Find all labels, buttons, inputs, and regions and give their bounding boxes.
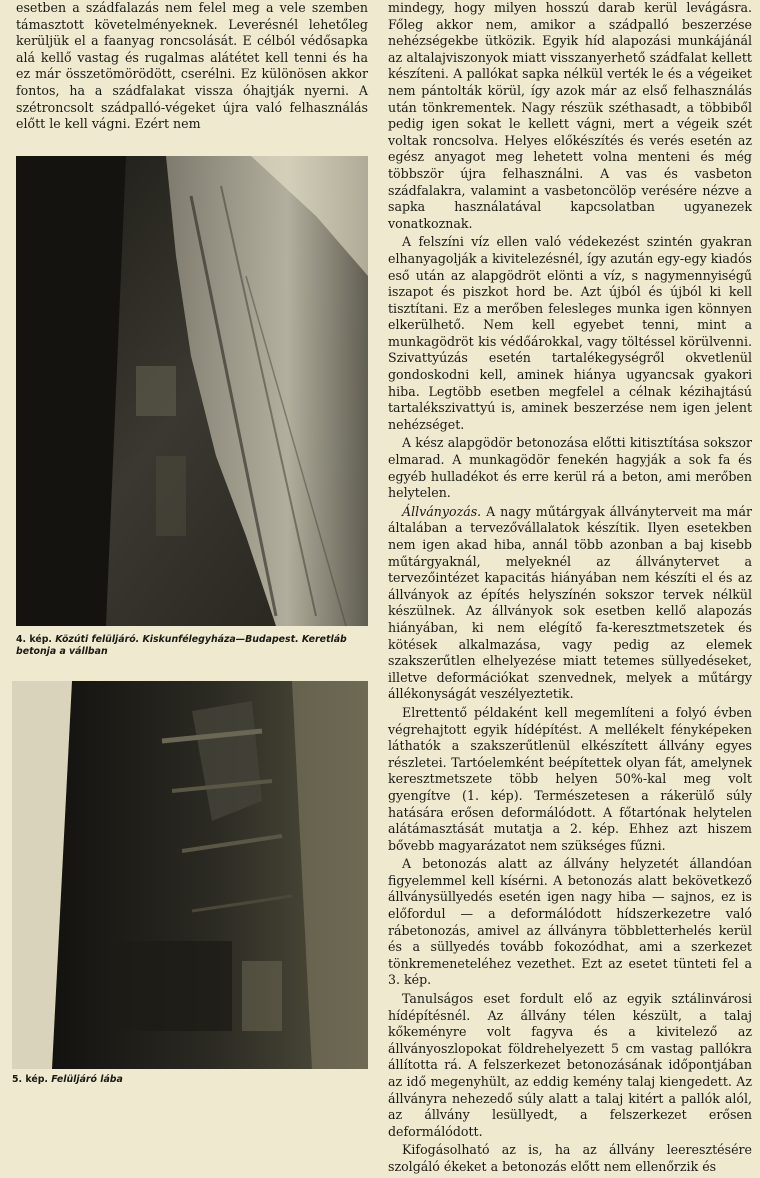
figure-4-photo: [16, 156, 368, 626]
allvanyozas-text: A nagy műtárgyak állványterveit ma már általában a tervezővállalatok készítik. Ilyen esetekben nem igen akad hiba, annál több azonban a baj kisebb műtárgyaknál, melyeknél az állványtervet a tervezőintézet kapacitás hiányában nem készíti el és az állványok az építés helyszínén sokszor tervek nélkül készülnek. Az állványok sok esetben kellő alapozás hiányában, ki nem elégítő fa-keresztmetszetek és kötések alkalmazása, vagy pedig az elemek szakszerűtlen elhelyezése miatt tetemes süllyedéseket, illetve deformációkat szenvednek, melyek a műtárgy állékonyságát veszélyeztetik.: [388, 503, 752, 702]
figure-5-caption-text: Felüljáró lába: [51, 1074, 123, 1085]
allvanyozas-paragraph: [388, 504, 752, 703]
right-paragraph-7: Tanulságos eset fordult elő az egyik sztálinvárosi hídépítésnél. Az állvány télen készült, a talaj kőkeményre volt fagyva és a kivitelező az állványoszlopokat földrehelyezett 5 cm vastag pallókra állította rá. A felszerkezet betonozásának időpontjában az idő megenyhült, az eddig kemény talaj kiengedett. Az állványra nehezedő súly alatt a talaj kitért a pallók alól, az állvány lesüllyedt, a felszerkezet erősen deformálódott.: [388, 991, 752, 1139]
figure-4-caption-text: Közúti felüljáró. Kiskunfélegyháza—Budapest. Keretláb betonja a vállban: [16, 634, 347, 657]
allvanyozas-heading: Állványozás.: [402, 503, 482, 519]
figure-4-number: 4. kép.: [16, 634, 52, 645]
right-column: [388, 0, 752, 1178]
figure-4-caption: [16, 634, 368, 658]
figure-5-photo: [12, 681, 368, 1069]
right-paragraph-2: A felszíni víz ellen való védekezést szintén gyakran elhanyagolják a kivitelezésnél, így azután egy-egy kiadós eső után az alapgödröt elönti a víz, s nagymennyiségű iszapot és piszkot hord be. Azt újból és újból ki kell tisztítani. Ez a merőben felesleges munka igen könnyen elkerülhető. Nem kell egyebet tenni, mint a munkagödröt kis védőárokkal, vagy töltéssel körülvenni. Szivattyúzás esetén tartalékegységről okvetlenül gondoskodni kell, aminek hiánya ugyancsak gyakori hiba. Legtöbb esetben megfelel a célnak kézihajtású tartalékszivattyú is, aminek beszerzése nem igen jelent nehézséget.: [388, 234, 752, 432]
left-column: [16, 0, 368, 133]
right-paragraph-6: A betonozás alatt az állvány helyzetét állandóan figyelemmel kell kísérni. A betonozás alatt bekövetkező állványsüllyedés esetén igen nagy hiba — sajnos, ez is előfordul — a deformálódott hídszerkezetre való rábetonozás, amivel az állványra többletterhelés kerül és a süllyedés tovább fokozódhat, ami a szerkezet tönkremeneteléhez vezethet. Ezt az esetet tünteti fel a 3. kép.: [388, 856, 752, 988]
figure-5-number: 5. kép.: [12, 1074, 48, 1085]
right-paragraph-8: Kifogásolható az is, ha az állvány leeresztésére szolgáló ékeket a betonozás előtt nem ellenőrzik és: [388, 1142, 752, 1174]
right-paragraph-5: Elrettentő példaként kell megemlíteni a folyó évben végrehajtott egyik hídépítést. A mellékelt fényképeken láthatók a szakszerűtlenül elkészített állvány egyes részletei. Tartóelemként beépítettek olyan fát, amelynek keresztmetszete több helyen 50%-kal meg volt gyengítve (1. kép). Természetesen a rákerülő súly hatására erősen deformálódott. A főtartónak helytelen alátámasztását mutatja a 2. kép. Ehhez azt hiszem bővebb magyarázatot nem szükséges fűzni.: [388, 704, 752, 853]
right-paragraph-1: mindegy, hogy milyen hosszú darab kerül levágásra. Főleg akkor nem, amikor a szádpalló beszerzése nehézségekbe ütközik. Egyik híd alapozási munkájánál az altalajviszonyok miatt visszanyerhető szádfalat kellett készíteni. A pallókat sapka nélkül verték le és a végeiket nem pántolták körül, így azok már az első felhasználás után tönkrementek. Nagy részük széthasadt, a többiből pedig igen sokat le kellett vágni, mert a végeik szét voltak roncsolva. Helyes előkészítés és verés esetén az egész anyagot meg lehetett volna menteni és még többször újra felhasználni. A vas és vasbeton szádfalakra, valamint a vasbetoncölöp verésére nézve a sapka használatával kapcsolatban ugyanezek vonatkoznak.: [388, 0, 752, 231]
right-paragraph-3: A kész alapgödör betonozása előtti kitisztítása sokszor elmarad. A munkagödör fenekén hagyják a sok fa és egyéb hulladékot és erre kerül rá a beton, ami merőben helytelen.: [388, 435, 752, 501]
figure-5-caption: [12, 1074, 368, 1086]
left-intro-paragraph: esetben a szádfalazás nem felel meg a vele szemben támasztott követelményeknek. Leverésnél lehetőleg kerüljük el a faanyag roncsolását. E célból védősapka alá kellő vastag és rugalmas alátétet kell tenni és ha ez már összetömörödött, cserélni. Ez különösen akkor fontos, ha a szádfalakat vissza óhajtják nyerni. A szétroncsolt szádpalló-végeket újra való felhasználás előtt le kell vágni. Ezért nem: [16, 0, 368, 132]
